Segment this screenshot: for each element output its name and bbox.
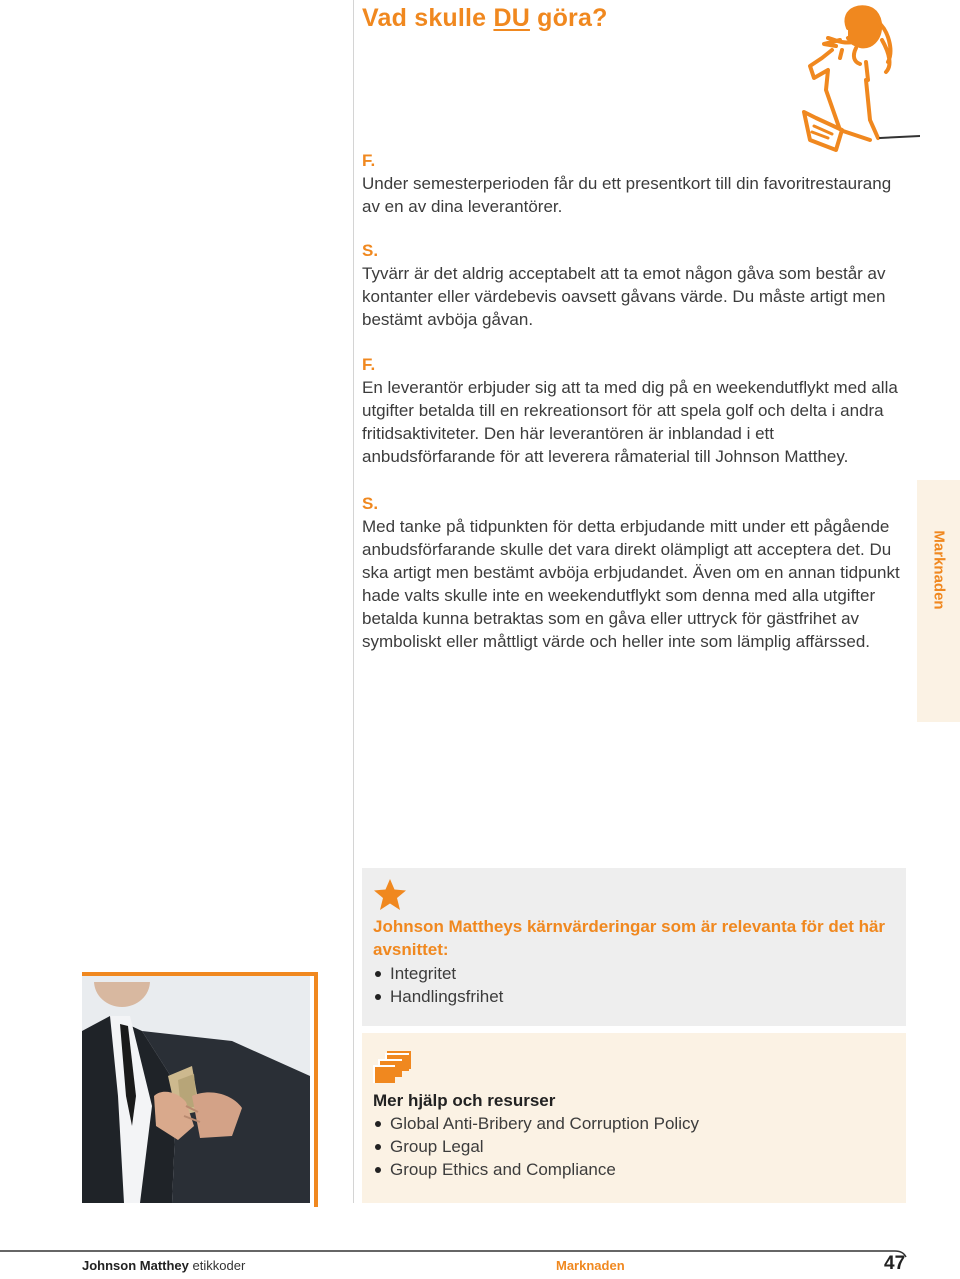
footer-section: Marknaden [556,1258,625,1273]
core-values-list [373,962,503,1008]
resources-box [362,1033,906,1203]
page-title: Vad skulle DU göra? [362,4,608,32]
core-values-box [362,868,906,1026]
list-item: Handlingsfrihet [373,985,503,1008]
list-item: Group Legal [373,1135,699,1158]
page-number: 47 [884,1253,906,1274]
answer-2: S. Med tanke på tidpunkten för detta erbjudande mitt under ett pågående anbudsförfarande skulle det vara direkt olämpligt att acceptera det. Du ska artigt men bestämt avböja erbjudandet. Även om en annan tidpunkt hade valts skulle inte en weekendutflykt som denna med alla utgifter betalda kunna betraktas som en gåva eller uttryck för gästfrihet av symboliskt eller måttligt värde och heller inte som lämplig affärssed. [362,494,900,651]
resources-list [373,1112,699,1181]
thinking-woman-illustration [770,0,920,175]
answer-1: S. Tyvärr är det aldrig acceptabelt att ta emot någon gåva som består av kontanter eller värdebevis oavsett gåvans värde. Du måste artigt men bestämt avböja gåvan. [362,241,886,329]
question-1: F. Under semesterperioden får du ett presentkort till din favoritrestaurang av en av dina leverantörer. [362,151,892,216]
list-item: Global Anti-Bribery and Corruption Policy [373,1112,699,1135]
column-divider [353,0,354,1203]
list-item: Integritet [373,962,503,985]
resources-heading: Mer hjälp och resurser [373,1091,556,1110]
star-icon [373,878,407,911]
question-2: F. En leverantör erbjuder sig att ta med dig på en weekendutflykt med alla utgifter betalda till en rekreationsort för att spela golf och delta i andra fritidsaktiviteter. Den här leverantören är inblandad i ett anbudsförfarande för att leverera råmaterial till Johnson Matthey. [362,355,898,466]
footer-brand: Johnson Matthey etikkoder [82,1258,246,1273]
list-item: Group Ethics and Compliance [373,1158,699,1181]
bribe-photo [82,976,310,1203]
core-values-heading: Johnson Mattheys kärnvärderingar som är relevanta för det här avsnittet: [373,917,886,959]
section-tab [917,480,960,722]
stacked-pages-icon [373,1049,413,1083]
section-tab-label: Marknaden [930,530,947,610]
photo-frame [82,972,318,1207]
